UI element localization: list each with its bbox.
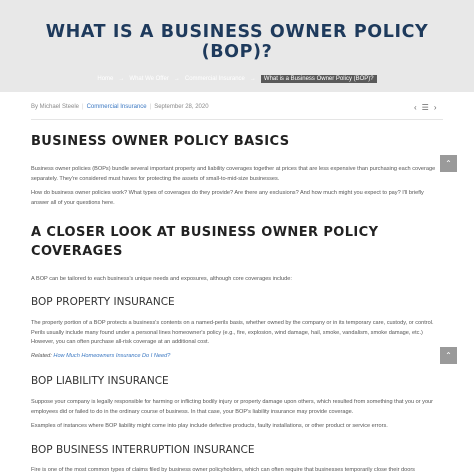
breadcrumb-separator: → [173, 76, 180, 82]
breadcrumb-home[interactable]: Home [97, 76, 114, 82]
post-author[interactable]: By Michael Steele [31, 104, 80, 110]
page-title [0, 22, 474, 62]
breadcrumb [0, 76, 474, 82]
post-category-link[interactable]: Commercial Insurance [86, 104, 147, 110]
meta-divider-line [31, 119, 443, 120]
chevron-left-icon[interactable]: ‹ [414, 103, 417, 112]
paragraph-liability: Suppose your company is legally responsible for harming or inflicting bodily injury or property damage upon others, which resulted from something that you or your employees did or failed to do in the ordinary course of business. In that case, your BOP's liability insurance may provide coverage. [31, 399, 434, 415]
chevron-up-icon: ⌃ [445, 159, 452, 168]
paragraph-questions: How do business owner policies work? What types of coverages do they provide? Are there any exclusions? And how much might you expect to pay? I'll briefly answer all of your questions here. [31, 190, 424, 206]
breadcrumb-what-we-offer[interactable]: What We Offer [129, 76, 169, 82]
heading-closer-look: A CLOSER LOOK AT BUSINESS OWNER POLICY COVERAGES [31, 225, 379, 259]
paragraph-liability-examples: Examples of instances where BOP liability might come into play include defective products, faulty installations, or other product or service errors. [31, 423, 388, 429]
page-hero [0, 0, 474, 92]
breadcrumb-commercial-insurance[interactable]: Commercial Insurance [184, 76, 245, 82]
scroll-top-button[interactable] [440, 155, 457, 172]
breadcrumb-separator: → [249, 76, 256, 82]
paragraph-core-coverages: A BOP can be tailored to each business's unique needs and exposures, although core coverages include: [31, 276, 292, 282]
page-title-line-1: WHAT IS A BUSINESS OWNER POLICY [45, 22, 429, 42]
chevron-right-icon[interactable]: › [433, 103, 437, 112]
breadcrumb-separator: → [118, 76, 125, 82]
post-meta [31, 104, 209, 110]
heading-bop-property-insurance: BOP PROPERTY INSURANCE [31, 296, 175, 308]
related-article-link[interactable]: How Much Homeowners Insurance Do I Need? [53, 353, 171, 359]
related-link-row [31, 352, 443, 362]
paragraph-property: The property portion of a BOP protects a business's contents on a named-perils basis, whether owned by the company or in its temporary care, custody, or control. Perils usually include many found under a personal lines homeowner's policy (e.g., fire, explosion, wind damage, hail, smoke, vandalism, smoke damage, etc.) However, you can often purchase all-risk coverage at an additional cost. [31, 320, 434, 346]
paragraph-intro: Business owner policies (BOPs) bundle several important property and liability coverages together at prices that are less expensive than purchasing each coverage separately. They're considered must haves for protecting the assets of small-to-mid-size businesses. [31, 166, 436, 182]
post-navigation [414, 103, 442, 112]
related-label: Related: [31, 353, 52, 359]
meta-divider: | [149, 104, 152, 110]
scroll-top-button-secondary[interactable] [440, 347, 457, 364]
meta-divider: | [82, 104, 84, 110]
menu-lines-icon[interactable]: ☰ [421, 103, 429, 112]
heading-bop-business-interruption: BOP BUSINESS INTERRUPTION INSURANCE [31, 444, 255, 456]
post-date: September 28, 2020 [154, 104, 209, 110]
heading-business-owner-policy-basics: BUSINESS OWNER POLICY BASICS [31, 134, 290, 149]
heading-bop-liability-insurance: BOP LIABILITY INSURANCE [31, 375, 169, 387]
breadcrumb-current: What is a Business Owner Policy (BOP)? [261, 75, 377, 83]
paragraph-interruption: Fire is one of the most common types of claims filed by business owner policyholders, which can often require that businesses temporarily close their doors [31, 467, 415, 473]
chevron-up-icon: ⌃ [445, 351, 452, 360]
page-title-line-2: (BOP)? [201, 42, 273, 62]
